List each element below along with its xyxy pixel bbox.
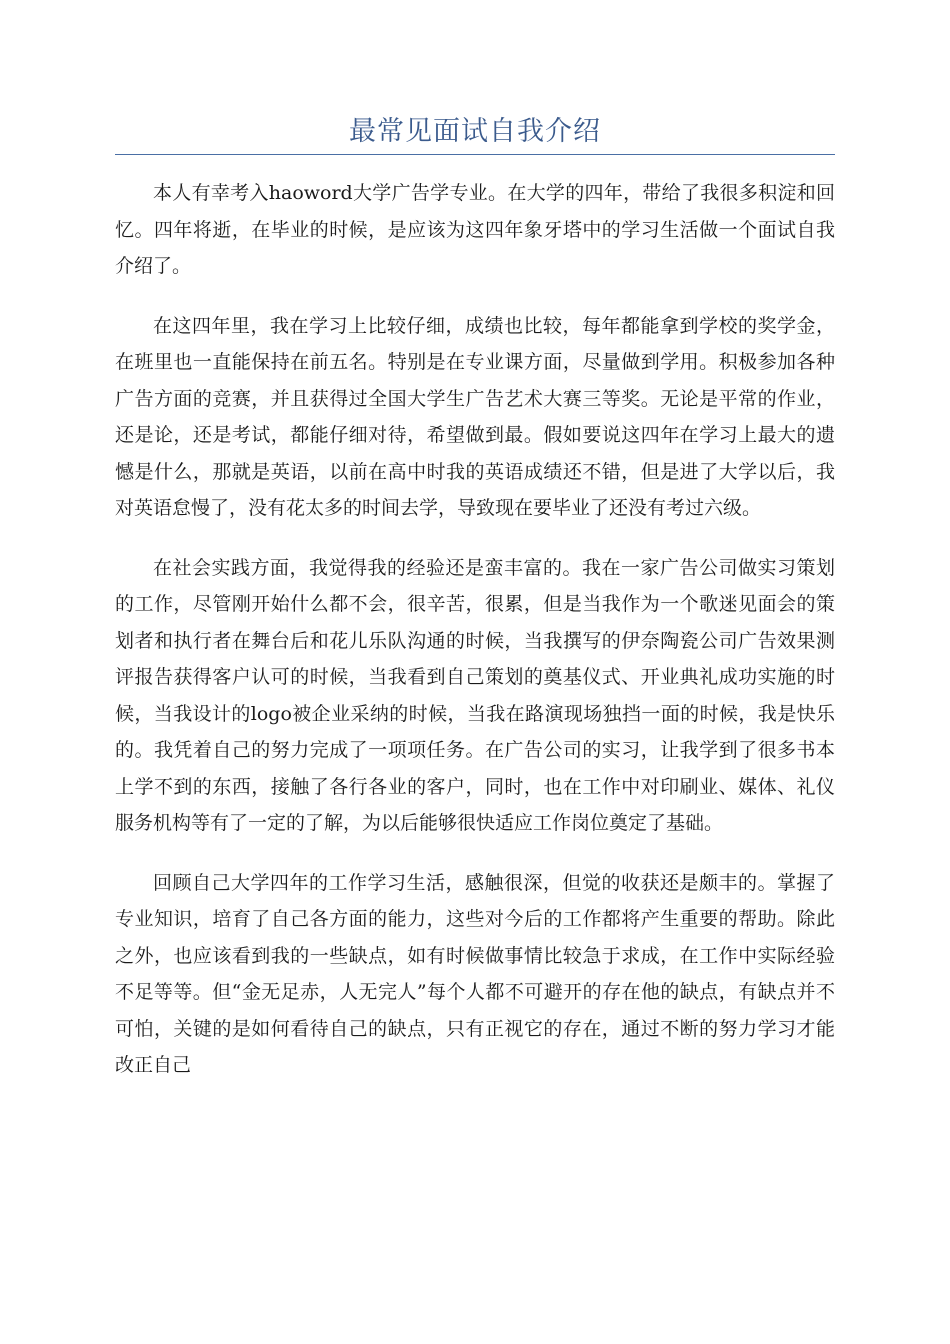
title-underline <box>115 154 835 155</box>
paragraph-3: 在社会实践方面，我觉得我的经验还是蛮丰富的。我在一家广告公司做实习策划的工作，尽管刚开始什么都不会，很辛苦，很累，但是当我作为一个歌迷见面会的策划者和执行者在舞台后和花儿乐队沟通的时候，当我撰写的伊奈陶瓷公司广告效果测评报告获得客户认可的时候，当我看到自己策划的奠基仪式、开业典礼成功实施的时候，当我设计的logo被企业采纳的时候，当我在路演现场独挡一面的时候，我是快乐的。我凭着自己的努力完成了一项项任务。在广告公司的实习，让我学到了很多书本上学不到的东西，接触了各行各业的客户，同时，也在工作中对印刷业、媒体、礼仪服务机构等有了一定的了解，为以后能够很快适应工作岗位奠定了基础。 <box>115 556 835 834</box>
document-title: 最常见面试自我介绍 <box>349 116 601 147</box>
paragraph-2: 在这四年里，我在学习上比较仔细，成绩也比较，每年都能拿到学校的奖学金，在班里也一直能保持在前五名。特别是在专业课方面，尽量做到学用。积极参加各种广告方面的竞赛，并且获得过全国大学生广告艺术大赛三等奖。无论是平常的作业，还是论，还是考试，都能仔细对待，希望做到最。假如要说这四年在学习上最大的遗憾是什么，那就是英语，以前在高中时我的英语成绩还不错，但是进了大学以后，我对英语怠慢了，没有花太多的时间去学，导致现在要毕业了还没有考过六级。 <box>115 314 835 519</box>
paragraph-1: 本人有幸考入haoword大学广告学专业。在大学的四年，带给了我很多积淀和回忆。四年将逝，在毕业的时候，是应该为这四年象牙塔中的学习生活做一个面试自我介绍了。 <box>115 182 835 277</box>
paragraph-4: 回顾自己大学四年的工作学习生活，感触很深，但觉的收获还是颇丰的。掌握了专业知识，培育了自己各方面的能力，这些对今后的工作都将产生重要的帮助。除此之外，也应该看到我的一些缺点，如有时候做事情比较急于求成，在工作中实际经验不足等等。但“金无足赤，人无完人”每个人都不可避开的存在他的缺点，有缺点并不可怕，关键的是如何看待自己的缺点，只有正视它的存在，通过不断的努力学习才能改正自己 <box>115 871 835 1076</box>
document-body <box>115 175 835 1107</box>
